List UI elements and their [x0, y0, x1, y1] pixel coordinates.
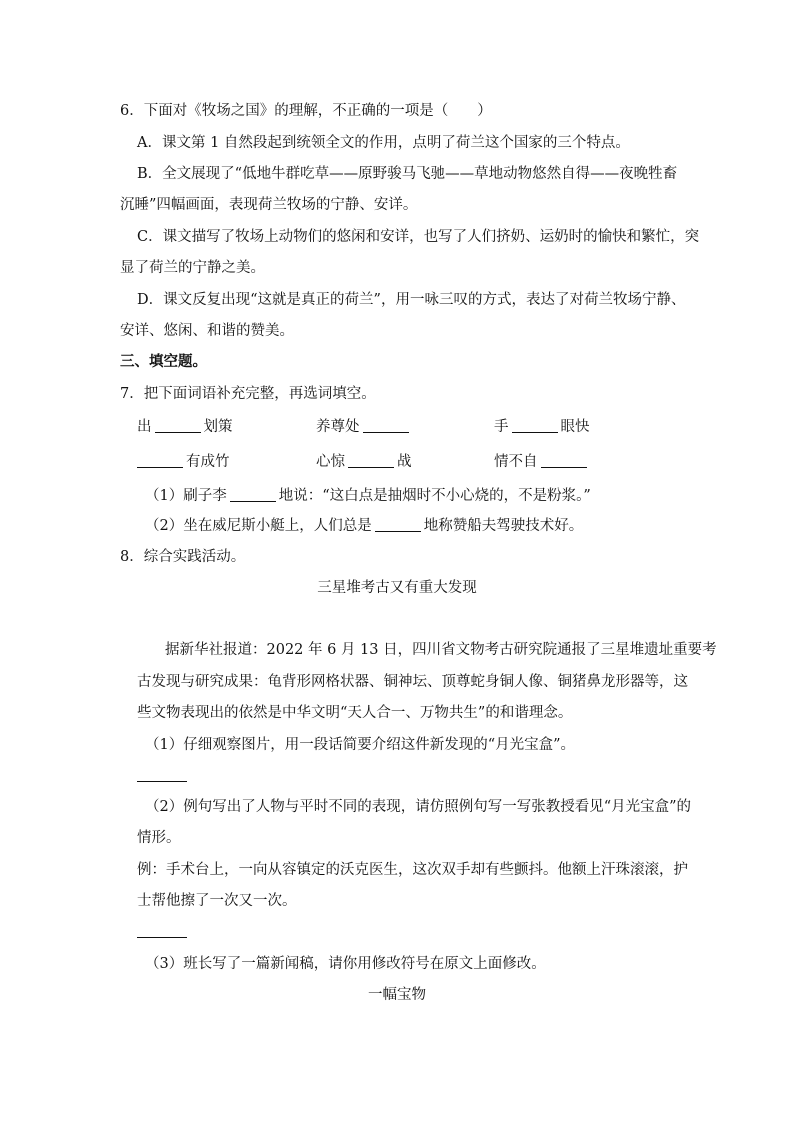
- answer-blank[interactable]: [512, 432, 558, 433]
- word-fill-item: 有成竹: [137, 452, 230, 472]
- q6-option-d-cont: 安详、悠闲、和谐的赞美。: [120, 323, 294, 339]
- q6-option-c-cont: 显了荷兰的宁静之美。: [120, 260, 265, 276]
- answer-blank[interactable]: [541, 467, 587, 468]
- q7-sentence-1: （1）刷子李 地说：“这白点是抽烟时不小心烧的，不是粉浆。”: [145, 488, 591, 504]
- example-sentence: 例：手术台上，一向从容镇定的沃克医生，这次双手却有些颤抖。他额上汗珠滚滚，护: [137, 862, 688, 878]
- section-heading: 三、填空题。: [120, 353, 207, 370]
- word-fill-item: 情不自: [494, 452, 590, 472]
- q6-option-b-cont: 沉睡”四幅画面，表现荷兰牧场的宁静、安详。: [120, 197, 418, 213]
- answer-blank[interactable]: [363, 432, 409, 433]
- q8-sub-3: （3）班长写了一篇新闻稿，请你用修改符号在原文上面修改。: [145, 956, 546, 972]
- answer-blank[interactable]: [155, 432, 201, 433]
- q6-option-b: B．全文展现了“低地牛群吃草——原野骏马飞驰——草地动物悠然自得——夜晚牲畜: [137, 166, 678, 182]
- q8-sub-2-cont: 情形。: [137, 830, 181, 846]
- answer-blank[interactable]: [230, 501, 276, 502]
- question-8-stem: 8．综合实践活动。: [120, 549, 246, 565]
- word-fill-item: 养尊处: [316, 417, 412, 437]
- example-sentence-cont: 士帮他擦了一次又一次。: [137, 893, 297, 909]
- word-fill-item: 出 划策: [137, 419, 233, 435]
- q8-sub-1: （1）仔细观察图片，用一段话简要介绍这件新发现的“月光宝盒”。: [145, 737, 576, 753]
- article-line: 古发现与研究成果：龟背形网格状器、铜神坛、顶尊蛇身铜人像、铜猪鼻龙形器等，这: [137, 674, 688, 690]
- q7-sentence-2: （2）坐在威尼斯小艇上，人们总是 地称赞船夫驾驶技术好。: [145, 518, 584, 534]
- question-6-stem: 6．下面对《牧场之国》的理解，不正确的一项是（ ）: [120, 103, 492, 119]
- answer-line[interactable]: [137, 766, 187, 786]
- article-line: 据新华社报道：2022 年 6 月 13 日，四川省文物考古研究院通报了三星堆遗址重要考: [165, 642, 717, 658]
- q6-option-d: D．课文反复出现“这就是真正的荷兰”，用一咏三叹的方式，表达了对荷兰牧场宁静、: [137, 292, 686, 308]
- question-7-stem: 7．把下面词语补充完整，再选词填空。: [120, 386, 376, 402]
- news-title: 一幅宝物: [368, 987, 426, 1003]
- answer-blank[interactable]: [137, 467, 183, 468]
- word-fill-item: 手 眼快: [494, 419, 590, 435]
- word-fill-item: 心惊 战: [316, 454, 412, 470]
- article-line: 些文物表现出的依然是中华文明“天人合一、万物共生”的和谐理念。: [137, 705, 573, 721]
- article-title: 三星堆考古又有重大发现: [317, 580, 477, 596]
- q8-sub-2: （2）例句写出了人物与平时不同的表现，请仿照例句写一写张教授看见“月光宝盒”的: [145, 799, 692, 815]
- answer-blank[interactable]: [348, 467, 394, 468]
- answer-line[interactable]: [137, 922, 187, 942]
- q6-option-a: A．课文第 1 自然段起到统领全文的作用，点明了荷兰这个国家的三个特点。: [137, 135, 630, 151]
- q6-option-c: C．课文描写了牧场上动物们的悠闲和安详，也写了人们挤奶、运奶时的愉快和繁忙，突: [137, 229, 700, 245]
- answer-blank[interactable]: [375, 531, 421, 532]
